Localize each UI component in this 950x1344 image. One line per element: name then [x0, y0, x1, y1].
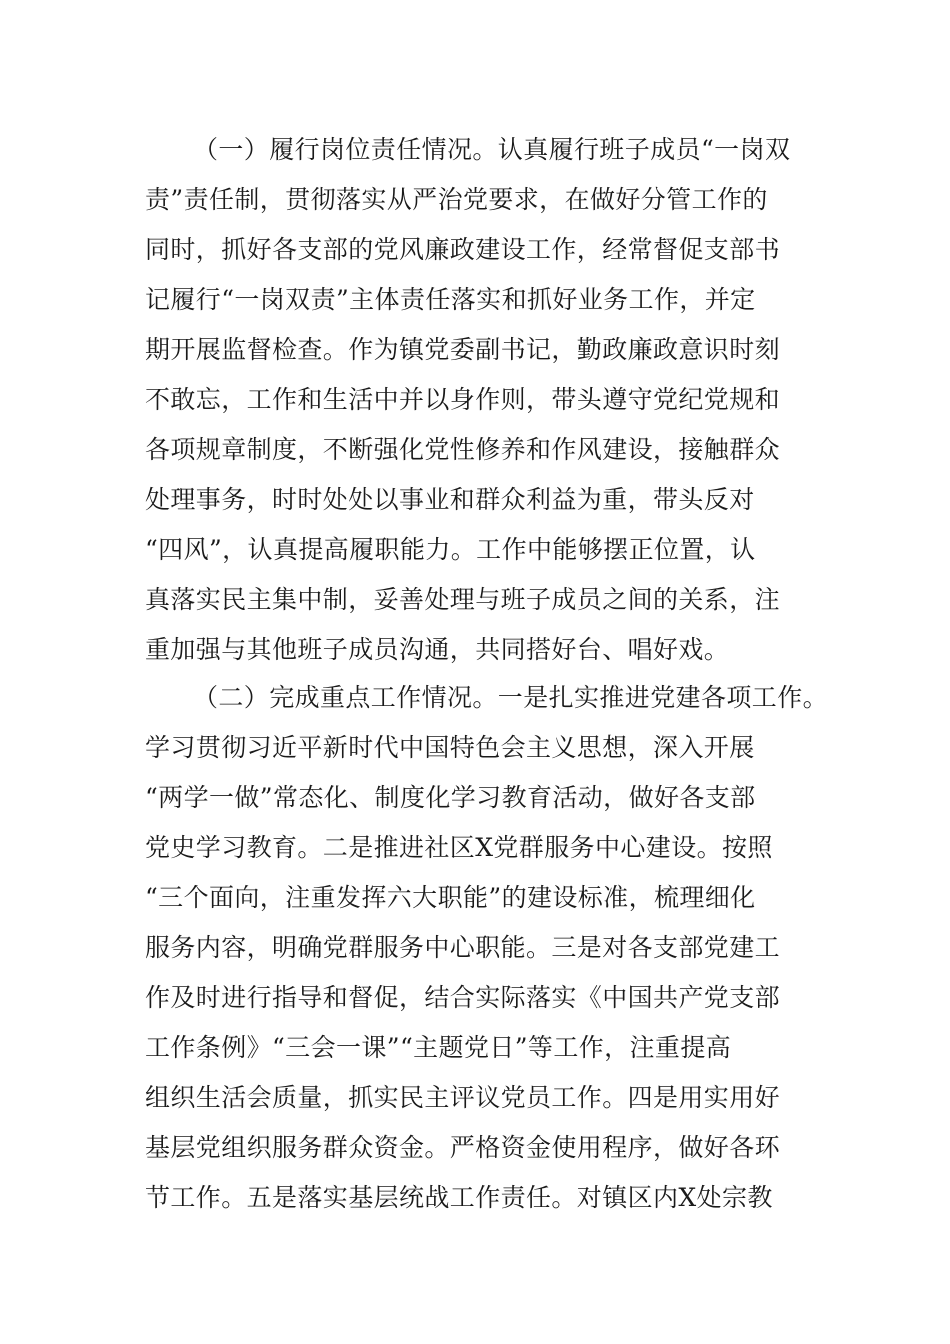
paragraph-2-line-10: 基层党组织服务群众资金。严格资金使用程序，做好各环 [145, 1133, 781, 1162]
paragraph-2-line-6: 服务内容，明确党群服务中心职能。三是对各支部党建工 [145, 933, 781, 962]
paragraph-2-line-8: 工作条例》“三会一课”“主题党日”等工作，注重提高 [145, 1033, 732, 1062]
paragraph-1-line-2: 责”责任制，贯彻落实从严治党要求，在做好分管工作的 [145, 185, 768, 214]
paragraph-2-line-7: 作及时进行指导和督促，结合实际落实《中国共产党支部 [145, 983, 781, 1012]
paragraph-1-line-9: “四风”，认真提高履职能力。工作中能够摆正位置，认 [145, 535, 756, 564]
paragraph-1-line-8: 处理事务，时时处处以事业和群众利益为重，带头反对 [145, 485, 755, 514]
paragraph-1-line-11: 重加强与其他班子成员沟通，共同搭好台、唱好戏。 [145, 635, 730, 664]
paragraph-1-line-1: （一）履行岗位责任情况。认真履行班子成员“一岗双 [193, 135, 791, 164]
paragraph-2-line-5: “三个面向，注重发挥六大职能”的建设标准，梳理细化 [145, 883, 756, 912]
paragraph-2-line-4: 党史学习教育。二是推进社区X党群服务中心建设。按照 [145, 833, 773, 862]
paragraph-1-line-4: 记履行“一岗双责”主体责任落实和抓好业务工作，并定 [145, 285, 756, 314]
paragraph-2-line-3: “两学一做”常态化、制度化学习教育活动，做好各支部 [145, 783, 756, 812]
paragraph-2-line-9: 组织生活会质量，抓实民主评议党员工作。四是用实用好 [145, 1083, 781, 1112]
paragraph-2-line-1: （二）完成重点工作情况。一是扎实推进党建各项工作。 [193, 683, 829, 712]
paragraph-2-line-11: 节工作。五是落实基层统战工作责任。对镇区内X处宗教 [145, 1183, 773, 1212]
paragraph-1-line-10: 真落实民主集中制，妥善处理与班子成员之间的关系，注 [145, 585, 781, 614]
paragraph-1-line-5: 期开展监督检查。作为镇党委副书记，勤政廉政意识时刻 [145, 335, 781, 364]
paragraph-1-line-3: 同时，抓好各支部的党风廉政建设工作，经常督促支部书 [145, 235, 781, 264]
paragraph-2-line-2: 学习贯彻习近平新时代中国特色会主义思想，深入开展 [145, 733, 755, 762]
paragraph-1-line-6: 不敢忘，工作和生活中并以身作则，带头遵守党纪党规和 [145, 385, 781, 414]
paragraph-1-line-7: 各项规章制度，不断强化党性修养和作风建设，接触群众 [145, 435, 781, 464]
